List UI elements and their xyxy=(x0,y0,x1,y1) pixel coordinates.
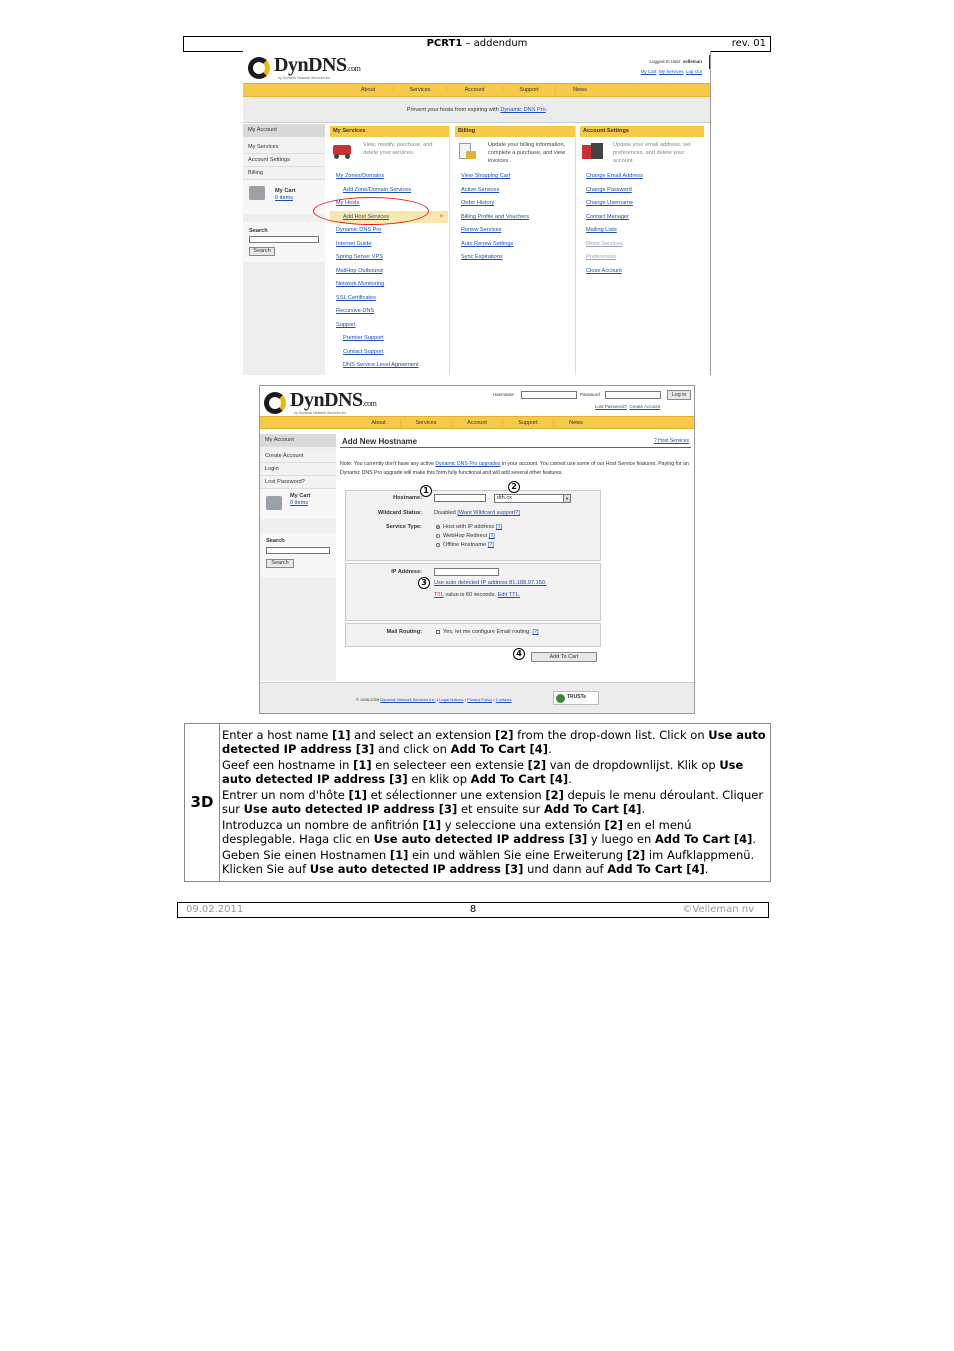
step-number: 3D xyxy=(185,724,220,881)
wildcard-label: Wildcard Status: xyxy=(377,510,422,516)
mail-section xyxy=(345,623,601,647)
link-close-account[interactable]: Close Account xyxy=(586,268,622,274)
link-change-password[interactable]: Change Password xyxy=(586,187,632,193)
dyndns-logo: DynDNS.com by Dynamic Network Services Inc xyxy=(248,55,360,79)
account-sidebar xyxy=(260,434,336,681)
hostname-input[interactable] xyxy=(434,494,486,502)
nav-support[interactable]: Support xyxy=(518,419,538,426)
link-contact-manager[interactable]: Contact Manager xyxy=(586,214,629,220)
login-links xyxy=(595,404,660,409)
nav-news[interactable]: News xyxy=(573,87,587,93)
settings-tools-icon xyxy=(582,143,604,161)
search-box xyxy=(260,533,336,577)
footer-links: © 1998-2009 Dynamic Network Services Inc. • Legal Notices • Privacy Policy • Contacts xyxy=(356,697,512,702)
nav-news[interactable]: News xyxy=(569,419,583,426)
search-input[interactable] xyxy=(249,236,319,243)
truste-badge[interactable]: TRUSTe xyxy=(553,691,599,705)
log-out-link[interactable]: Log Out xyxy=(685,69,702,74)
login-status: Logged In User: velleman xyxy=(649,59,702,64)
link-preferences[interactable]: Preferences xyxy=(586,254,617,260)
dyndns-logo-icon xyxy=(264,392,286,414)
step-en: Enter a host name [1] and select an extension [2] from the drop-down list. Click on Use auto detected IP address [3] and click on Add To Cart [4]. xyxy=(222,728,766,756)
screenshot-account-page xyxy=(243,51,711,375)
marker-4: 4 xyxy=(513,648,525,660)
my-services-link[interactable]: My Services xyxy=(658,69,684,74)
pro-upgrade-link[interactable]: Dynamic DNS Pro upgrades xyxy=(435,461,501,467)
nav-about[interactable]: About xyxy=(360,87,376,93)
main-nav xyxy=(260,416,694,429)
site-footer xyxy=(260,682,694,714)
create-account-link[interactable]: Create Account xyxy=(629,404,661,409)
link-mailhop[interactable]: MailHop Outbound xyxy=(336,268,383,274)
mail-routing-option[interactable]: Yes, let me configure Email routing. [?] xyxy=(436,629,539,635)
search-button[interactable]: Search xyxy=(249,247,275,256)
step-fr: Entrer un nom d'hôte [1] et sélectionner une extension [2] depuis le menu déroulant. Cliquer sur Use auto detected IP address [3] et ensuite sur Add To Cart [4]. xyxy=(222,788,764,816)
ttl-info: TTL value is 60 seconds. Edit TTL. xyxy=(434,592,521,598)
link-mailing-lists[interactable]: Mailing Lists xyxy=(586,227,617,233)
cart-icon xyxy=(249,186,265,200)
service-type-label: Service Type: xyxy=(386,524,422,530)
sidebar-item-my-account[interactable]: My Account xyxy=(243,124,325,137)
billing-description: Update your billing information, complete a purchase, and view invoices. xyxy=(488,142,566,164)
dyndns-logo: DynDNS.com by Dynamic Network Services Inc xyxy=(264,390,376,414)
link-spring-server[interactable]: Spring Server VPS xyxy=(336,254,383,260)
account-sidebar xyxy=(243,124,325,375)
page-header xyxy=(183,36,771,52)
footer-contacts-link[interactable]: Contacts xyxy=(495,697,512,702)
password-input[interactable] xyxy=(605,391,661,399)
sidebar-item-lost-password[interactable]: Lost Password? xyxy=(260,476,336,489)
link-contact-support[interactable]: Contact Support xyxy=(343,349,384,355)
service-option-offline[interactable]: Offline Hostname [?] xyxy=(436,542,494,548)
sidebar-item-account-settings[interactable]: Account Settings xyxy=(243,154,325,167)
account-settings-heading: Account Settings xyxy=(580,126,704,137)
link-view-cart[interactable]: View Shopping Cart xyxy=(461,173,511,179)
link-renew-services[interactable]: Renew Services xyxy=(461,227,502,233)
link-premier-support[interactable]: Premier Support xyxy=(343,335,384,341)
username-label: Username xyxy=(493,392,514,397)
step-es: Introduzca un nombre de anfitrión [1] y seleccione una extensión [2] en el menú desplegable. Haga clic en Use auto detected IP address [3] y luego en Add To Cart [4]. xyxy=(222,818,757,846)
sidebar-item-my-services[interactable]: My Services xyxy=(243,141,325,154)
sidebar-item-login[interactable]: Login xyxy=(260,463,336,476)
marker-1: 1 xyxy=(420,485,432,497)
sidebar-item-create-account[interactable]: Create Account xyxy=(260,450,336,463)
nav-account[interactable]: Account xyxy=(464,87,485,93)
marker-2: 2 xyxy=(508,481,520,493)
link-my-zones[interactable]: My Zones/Domains xyxy=(336,173,385,179)
link-internet-guide[interactable]: Internet Guide xyxy=(336,241,372,247)
dynamic-dns-pro-link[interactable]: Dynamic DNS Pro xyxy=(500,107,546,113)
add-to-cart-button[interactable]: Add To Cart xyxy=(531,652,597,662)
pro-notice: Prevent your hosts from expiring with Dynamic DNS Pro. xyxy=(243,97,711,123)
service-option-host[interactable]: Host with IP address [?] xyxy=(436,524,502,530)
sidebar-item-billing[interactable]: Billing xyxy=(243,167,325,180)
link-ssl[interactable]: SSL Certificates xyxy=(336,295,376,301)
top-links xyxy=(641,69,702,74)
nav-services[interactable]: Services xyxy=(409,87,431,93)
link-network-monitoring[interactable]: Network Monitoring xyxy=(336,281,385,287)
marker-3: 3 xyxy=(418,577,430,589)
page-footer xyxy=(177,902,769,918)
main-nav xyxy=(243,83,711,97)
step-nl: Geef een hostname in [1] en selecteer een extensie [2] van de dropdownlijst. Klik op Use auto detected IP address [3] en klik op Add To Cart [4]. xyxy=(222,758,744,786)
radio-icon xyxy=(436,543,440,547)
nav-account[interactable]: Account xyxy=(467,419,487,426)
wildcard-status: Disabled [Want Wildcard support?] xyxy=(434,510,520,516)
extension-select[interactable]: dth.cx ▼ xyxy=(494,494,571,503)
link-move-services[interactable]: Move Services xyxy=(586,241,623,247)
services-truck-icon xyxy=(331,141,353,159)
link-auto-renew[interactable]: Auto Renew Settings xyxy=(461,241,514,247)
login-button[interactable]: Log in xyxy=(667,390,691,400)
radio-icon xyxy=(436,534,440,538)
dyndns-logo-icon xyxy=(248,57,270,79)
hostname-label: Hostname: xyxy=(393,495,422,501)
row-highlight: ▶ xyxy=(330,211,448,223)
search-box xyxy=(243,222,325,262)
footer-date: 09.02.2011 xyxy=(186,904,244,915)
use-auto-ip-link[interactable]: Use auto detected IP address 81.188.97.150. xyxy=(434,580,547,586)
lost-password-link[interactable]: Lost Password? xyxy=(595,404,628,409)
password-label: Password xyxy=(580,392,600,397)
sidebar-item-my-account[interactable]: My Account xyxy=(260,434,336,447)
chevron-down-icon: ▼ xyxy=(563,495,570,502)
link-active-services[interactable]: Active Services xyxy=(461,187,500,193)
search-label: Search xyxy=(266,538,285,544)
my-services-heading: My Services xyxy=(330,126,450,137)
link-change-email[interactable]: Change Email Address xyxy=(586,173,643,179)
my-cart-box[interactable]: My Cart 0 items xyxy=(243,180,325,214)
step-de: Geben Sie einen Hostnamen [1] ein und wählen Sie eine Erweiterung [2] im Aufklappmenü. Klicken Sie auf Use auto detected IP address [3] und dann auf Add To Cart [4]. xyxy=(222,848,755,876)
wildcard-support-link[interactable]: [Want Wildcard support?] xyxy=(457,510,520,516)
nav-services[interactable]: Services xyxy=(415,419,437,426)
link-add-zone[interactable]: Add Zone/Domain Services xyxy=(343,187,412,193)
link-sync-expirations[interactable]: Sync Expirations xyxy=(461,254,503,260)
link-my-hosts[interactable]: My Hosts xyxy=(336,200,360,206)
link-add-host-services[interactable]: Add Host Services xyxy=(343,214,390,220)
nav-about[interactable]: About xyxy=(371,419,386,426)
instruction-table xyxy=(184,723,771,882)
footer-copyright: ©Velleman nv xyxy=(682,904,754,915)
link-dynamic-dns-pro[interactable]: Dynamic DNS Pro xyxy=(336,227,382,233)
search-button[interactable]: Search xyxy=(266,559,294,568)
services-description: View, modify, purchase, and delete your services. xyxy=(363,142,433,156)
my-cart-link[interactable]: My Cart xyxy=(640,69,657,74)
link-support[interactable]: Support xyxy=(336,322,356,328)
search-label: Search xyxy=(249,228,268,234)
pro-note: Note: You currently don't have any active Dynamic DNS Pro upgrades in your account. You cannot use some of our Host Service features. Paying for an Dynamic DNS Pro upgrade will make this form fully functional and will add several other features. xyxy=(340,461,689,476)
nav-support[interactable]: Support xyxy=(519,87,539,93)
radio-selected-icon xyxy=(436,525,440,529)
highlight-ring xyxy=(313,197,429,225)
footer-legal-link[interactable]: Legal Notices xyxy=(439,697,464,702)
edit-ttl-link[interactable]: Edit TTL. xyxy=(497,592,521,598)
link-recursive-dns[interactable]: Recursive DNS xyxy=(336,308,375,314)
page-number: 8 xyxy=(469,904,477,915)
link-order-history[interactable]: Order History xyxy=(461,200,495,206)
revision: rev. 01 xyxy=(731,38,766,49)
step-text xyxy=(222,729,767,879)
page-title: Add New Hostname xyxy=(342,437,418,446)
search-input[interactable] xyxy=(266,547,330,554)
screenshot-add-hostname: DynDNS.com by Dynamic Network Services Inc Username Password Log in Lost Password? Create Account About Services Account Support News My Account Create Account Login Lost Password? My Cart 0 items Search Search Add New Hostname ? Host Services Note: You currently don't have any active Dynamic DNS Pro upgrades in your account. You cannot use some of our Host Service features. Paying for an Dynamic DNS Pro upgrade will make this form fully functional and will add several other features. Hostname: . dth.cx ▼ Wildcard Status: Disabled [Want Wildcard support?] Service Type: Host with IP address [?] WebHop Redirect [?] Offline Hostname [?] IP Address: Use auto detected IP address 81.188.97.150. TTL value is 60 seconds. Edit TTL. Mail Routing: Yes, let me configure Email routing. [?] Add To Cart 1 2 3 4 © 1998-2009 Dynamic Network Services Inc. • Legal Notices • Privacy Policy • Contacts TRUSTe xyxy=(259,385,695,714)
cart-icon xyxy=(266,496,282,510)
my-cart-box[interactable]: My Cart 0 items xyxy=(260,489,336,519)
footer-privacy-link[interactable]: Privacy Policy xyxy=(467,697,493,702)
service-option-webhop[interactable]: WebHop Redirect [?] xyxy=(436,533,495,539)
checkbox-icon xyxy=(436,630,440,634)
mail-routing-label: Mail Routing: xyxy=(386,629,422,635)
ttl-link[interactable]: TTL xyxy=(434,592,444,598)
ip-address-label: IP Address: xyxy=(391,569,422,575)
link-change-username[interactable]: Change Username xyxy=(586,200,633,206)
link-dns-sla[interactable]: DNS Service Level Agreement xyxy=(343,362,419,368)
billing-receipt-icon xyxy=(457,143,479,161)
settings-description: Update your email address, set preferences, and delete your account. xyxy=(613,142,691,164)
footer-company-link[interactable]: Dynamic Network Services Inc. xyxy=(380,697,436,702)
doc-title: PCRT1 – addendum xyxy=(426,38,528,49)
truste-seal-icon xyxy=(556,694,565,703)
host-services-link[interactable]: ? Host Services xyxy=(653,438,689,444)
billing-heading: Billing xyxy=(455,126,575,137)
username-input[interactable] xyxy=(521,391,577,399)
link-billing-profile[interactable]: Billing Profile and Vouchers xyxy=(461,214,530,220)
ip-address-input[interactable] xyxy=(434,568,499,576)
